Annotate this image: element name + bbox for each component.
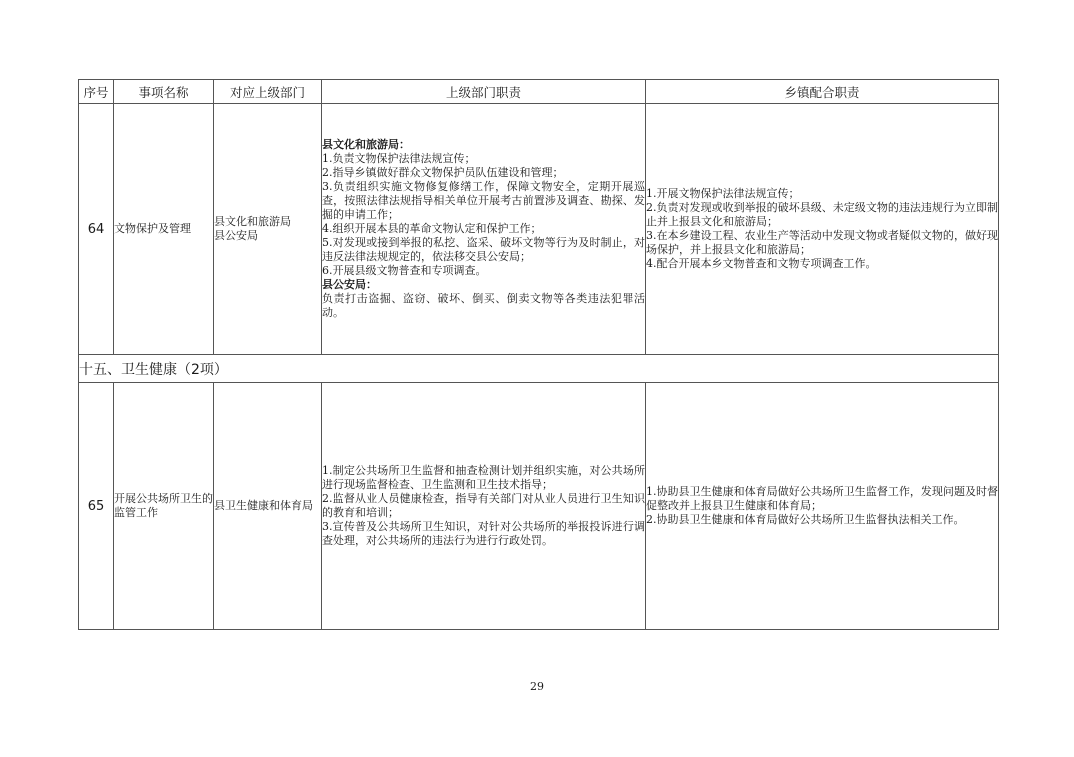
section-title: 十五、卫生健康（2项）: [79, 355, 999, 383]
row-number: 64: [79, 104, 114, 355]
dept-heading: 县公安局：: [322, 278, 377, 291]
table-header-row: [79, 80, 999, 104]
page-number: 29: [530, 680, 544, 693]
superior-duty: 县文化和旅游局： 1.负责文物保护法律法规宣传； 2.指导乡镇做好群众文物保护员队伍建设和管理； 3.负责组织实施文物修复修缮工作，保障文物安全，定期开展巡查，按照法律法规指导相关单位开展考古前置涉及调查、勘探、发掘的申请工作； 4.组织开展本县的革命文物认定和保护工作； 5.对发现或接到举报的私挖、盗采、破坏文物等行为及时制止，对违反法律法规规定的，依法移交县公安局； 6.开展县级文物普查和专项调查。 县公安局： 负责打击盗掘、盗窃、破坏、倒买、倒卖文物等各类违法犯罪活动。: [322, 104, 646, 355]
header-superior-dept: 对应上级部门: [214, 80, 322, 104]
item-name: 开展公共场所卫生的监管工作: [114, 383, 214, 630]
header-seq: 序号: [79, 80, 114, 104]
superior-dept: 县卫生健康和体育局: [214, 383, 322, 630]
superior-dept: 县文化和旅游局 县公安局: [214, 104, 322, 355]
table-row: [79, 104, 999, 355]
header-town-duty: 乡镇配合职责: [646, 80, 999, 104]
header-item-name: 事项名称: [114, 80, 214, 104]
table-row: [79, 383, 999, 630]
row-number: 65: [79, 383, 114, 630]
dept-heading: 县文化和旅游局：: [322, 138, 410, 151]
item-name: 文物保护及管理: [114, 104, 214, 355]
header-superior-duty: 上级部门职责: [322, 80, 646, 104]
town-duty: 1.开展文物保护法律法规宣传； 2.负责对发现或收到举报的破坏县级、未定级文物的违法违规行为立即制止并上报县文化和旅游局； 3.在本乡建设工程、农业生产等活动中发现文物或者疑似文物的，做好现场保护，并上报县文化和旅游局； 4.配合开展本乡文物普查和文物专项调查工作。: [646, 104, 999, 355]
duty-table: [78, 79, 999, 630]
town-duty: 1.协助县卫生健康和体育局做好公共场所卫生监督工作，发现问题及时督促整改并上报县卫生健康和体育局； 2.协助县卫生健康和体育局做好公共场所卫生监督执法相关工作。: [646, 383, 999, 630]
superior-duty: 1.制定公共场所卫生监督和抽查检测计划并组织实施，对公共场所进行现场监督检查、卫生监测和卫生技术指导； 2.监督从业人员健康检查，指导有关部门对从业人员进行卫生知识的教育和培训； 3.宣传普及公共场所卫生知识，对针对公共场所的举报投诉进行调查处理，对公共场所的违法行为进行行政处罚。: [322, 383, 646, 630]
section-row: [79, 355, 999, 383]
